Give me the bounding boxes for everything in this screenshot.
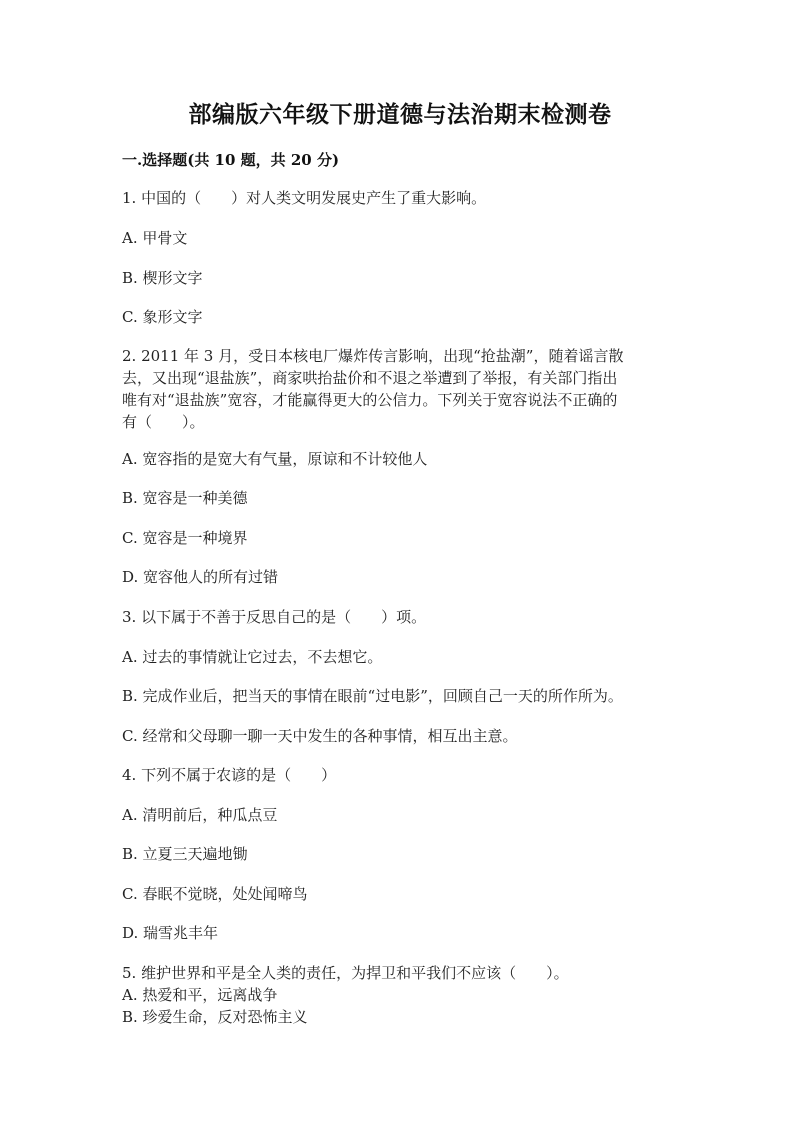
question-2-option-b: B. 宽容是一种美德 [122,489,248,507]
question-1-stem: 1. 中国的（ ）对人类文明发展史产生了重大影响。 [122,189,487,207]
question-1-option-a: A. 甲骨文 [122,229,188,247]
question-2-stem-line-1: 2. 2011 年 3 月，受日本核电厂爆炸传言影响，出现“抢盐潮”，随着谣言散 [122,347,624,365]
section-heading: 一.选择题(共 10 题，共 20 分) [122,151,340,169]
question-3-stem: 3. 以下属于不善于反思自己的是（ ）项。 [122,608,427,626]
question-5-option-a: A. 热爱和平，远离战争 [122,986,278,1004]
question-1-option-c: C. 象形文字 [122,308,203,326]
question-4-option-a: A. 清明前后，种瓜点豆 [122,806,278,824]
question-2-stem-line-3: 唯有对“退盐族”宽容，才能赢得更大的公信力。下列关于宽容说法不正确的 [122,391,618,409]
question-3-option-b: B. 完成作业后，把当天的事情在眼前“过电影”，回顾自己一天的所作所为。 [122,687,623,705]
question-3-option-c: C. 经常和父母聊一聊一天中发生的各种事情，相互出主意。 [122,727,518,745]
question-2-option-a: A. 宽容指的是宽大有气量，原谅和不计较他人 [122,450,428,468]
question-2-option-c: C. 宽容是一种境界 [122,529,248,547]
question-4-option-d: D. 瑞雪兆丰年 [122,924,219,942]
question-5-stem: 5. 维护世界和平是全人类的责任，为捍卫和平我们不应该（ ）。 [122,964,569,982]
question-2-option-d: D. 宽容他人的所有过错 [122,568,279,586]
question-2-stem-line-4: 有（ ）。 [122,413,205,431]
question-4-option-b: B. 立夏三天遍地锄 [122,845,248,863]
question-1-option-b: B. 楔形文字 [122,269,203,287]
question-2-stem [122,345,682,433]
question-4-option-c: C. 春眠不觉晓，处处闻啼鸟 [122,885,308,903]
question-3-option-a: A. 过去的事情就让它过去，不去想它。 [122,648,383,666]
question-5-option-b: B. 珍爱生命，反对恐怖主义 [122,1008,308,1026]
question-4-stem: 4. 下列不属于农谚的是（ ） [122,766,337,784]
question-2-stem-line-2: 去，又出现“退盐族”，商家哄抬盐价和不退之举遭到了举报，有关部门指出 [122,369,618,387]
exam-title: 部编版六年级下册道德与法治期末检测卷 [188,101,612,128]
